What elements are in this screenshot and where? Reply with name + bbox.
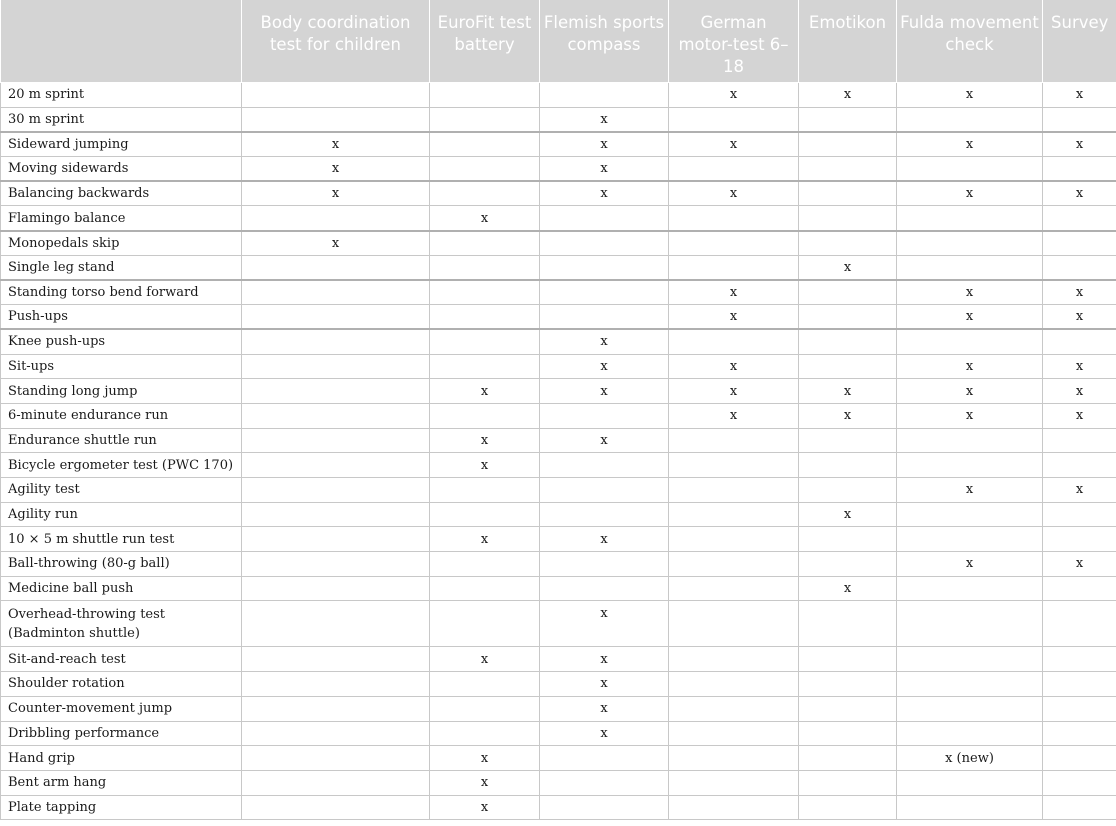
mark-cell — [430, 354, 540, 379]
mark-cell: x — [669, 83, 799, 108]
header-cell-blank — [1, 0, 242, 83]
mark-cell — [430, 672, 540, 697]
mark-cell: x — [1043, 552, 1116, 577]
mark-cell — [799, 354, 897, 379]
table-row — [1, 672, 1116, 697]
mark-cell — [540, 770, 669, 795]
mark-cell — [1043, 770, 1116, 795]
mark-cell: x — [1043, 305, 1116, 330]
mark-cell — [1043, 696, 1116, 721]
row-label: Push-ups — [1, 305, 242, 330]
mark-cell — [540, 255, 669, 280]
mark-cell — [242, 552, 430, 577]
mark-cell: x — [1043, 83, 1116, 108]
mark-cell — [897, 601, 1043, 647]
mark-cell — [1043, 721, 1116, 746]
mark-cell — [242, 576, 430, 601]
mark-cell: x — [669, 280, 799, 305]
row-label: Medicine ball push — [1, 576, 242, 601]
mark-cell — [540, 552, 669, 577]
mark-cell: x — [540, 157, 669, 182]
mark-cell — [669, 527, 799, 552]
mark-cell: x — [799, 403, 897, 428]
mark-cell — [799, 107, 897, 132]
mark-cell — [242, 428, 430, 453]
mark-cell — [897, 527, 1043, 552]
mark-cell: x — [897, 478, 1043, 503]
mark-cell: x — [1043, 354, 1116, 379]
header-cell-survey: Survey — [1043, 0, 1116, 83]
table-row — [1, 403, 1116, 428]
mark-cell: x — [540, 672, 669, 697]
mark-cell — [430, 329, 540, 354]
mark-cell — [799, 527, 897, 552]
mark-cell — [540, 453, 669, 478]
mark-cell: x — [242, 132, 430, 157]
table-row — [1, 379, 1116, 404]
row-label: Overhead-throwing test (Badminton shuttle) — [1, 601, 242, 647]
table-row — [1, 453, 1116, 478]
mark-cell — [799, 305, 897, 330]
mark-cell: x — [540, 647, 669, 672]
header-cell-body-coordination: Body coordination test for children — [242, 0, 430, 83]
mark-cell — [897, 721, 1043, 746]
mark-cell: x — [430, 770, 540, 795]
mark-cell: x — [897, 354, 1043, 379]
mark-cell: x — [897, 280, 1043, 305]
mark-cell — [1043, 453, 1116, 478]
table-row — [1, 770, 1116, 795]
mark-cell: x — [540, 107, 669, 132]
mark-cell: x — [540, 527, 669, 552]
row-label: Bicycle ergometer test (PWC 170) — [1, 453, 242, 478]
mark-cell — [242, 255, 430, 280]
mark-cell: x — [1043, 478, 1116, 503]
table-row — [1, 206, 1116, 231]
mark-cell — [430, 231, 540, 256]
header-cell-fulda: Fulda movement check — [897, 0, 1043, 83]
table-row — [1, 354, 1116, 379]
mark-cell — [430, 403, 540, 428]
mark-cell — [430, 83, 540, 108]
row-label: Plate tapping — [1, 795, 242, 820]
mark-cell: x — [242, 231, 430, 256]
mark-cell — [242, 453, 430, 478]
mark-cell: x — [540, 721, 669, 746]
mark-cell — [430, 280, 540, 305]
row-label: Sit-ups — [1, 354, 242, 379]
mark-cell — [430, 255, 540, 280]
mark-cell — [897, 795, 1043, 820]
mark-cell — [669, 552, 799, 577]
row-label: Knee push-ups — [1, 329, 242, 354]
mark-cell — [897, 502, 1043, 527]
mark-cell — [897, 696, 1043, 721]
table-row — [1, 795, 1116, 820]
mark-cell — [242, 601, 430, 647]
mark-cell: x — [799, 255, 897, 280]
mark-cell — [430, 502, 540, 527]
mark-cell — [430, 132, 540, 157]
mark-cell — [669, 206, 799, 231]
row-label: 20 m sprint — [1, 83, 242, 108]
mark-cell — [540, 206, 669, 231]
mark-cell — [799, 696, 897, 721]
mark-cell — [897, 647, 1043, 672]
mark-cell — [540, 576, 669, 601]
mark-cell — [897, 672, 1043, 697]
mark-cell: x — [669, 354, 799, 379]
header-row — [1, 0, 1116, 83]
table-row — [1, 107, 1116, 132]
mark-cell — [799, 478, 897, 503]
mark-cell: x — [430, 379, 540, 404]
table-row — [1, 696, 1116, 721]
row-label: Hand grip — [1, 746, 242, 771]
mark-cell — [669, 746, 799, 771]
row-label: Standing long jump — [1, 379, 242, 404]
mark-cell — [897, 231, 1043, 256]
table-row — [1, 601, 1116, 647]
mark-cell — [1043, 255, 1116, 280]
row-label: Ball-throwing (80-g ball) — [1, 552, 242, 577]
mark-cell — [1043, 601, 1116, 647]
row-label: 6-minute endurance run — [1, 403, 242, 428]
mark-cell — [669, 478, 799, 503]
mark-cell: x — [799, 502, 897, 527]
mark-cell: x — [540, 354, 669, 379]
mark-cell — [540, 83, 669, 108]
mark-cell — [430, 181, 540, 206]
mark-cell — [799, 601, 897, 647]
mark-cell — [669, 157, 799, 182]
mark-cell — [242, 403, 430, 428]
mark-cell: x — [669, 305, 799, 330]
mark-cell — [1043, 107, 1116, 132]
mark-cell — [242, 354, 430, 379]
mark-cell — [669, 107, 799, 132]
mark-cell — [242, 527, 430, 552]
table-row — [1, 746, 1116, 771]
table-row — [1, 428, 1116, 453]
mark-cell — [897, 329, 1043, 354]
mark-cell: x — [669, 181, 799, 206]
table-row — [1, 231, 1116, 256]
table-row — [1, 647, 1116, 672]
mark-cell — [242, 329, 430, 354]
mark-cell — [897, 576, 1043, 601]
mark-cell — [430, 157, 540, 182]
row-label: Agility run — [1, 502, 242, 527]
mark-cell: x — [669, 379, 799, 404]
table-row — [1, 502, 1116, 527]
table-row — [1, 255, 1116, 280]
mark-cell — [242, 305, 430, 330]
mark-cell — [799, 157, 897, 182]
mark-cell — [669, 453, 799, 478]
mark-cell — [430, 107, 540, 132]
table-row — [1, 721, 1116, 746]
mark-cell — [1043, 502, 1116, 527]
mark-cell: x — [799, 576, 897, 601]
mark-cell: x — [669, 403, 799, 428]
mark-cell — [540, 280, 669, 305]
mark-cell: x — [540, 132, 669, 157]
mark-cell — [669, 231, 799, 256]
header-cell-flemish: Flemish sports compass — [540, 0, 669, 83]
mark-cell: x — [1043, 181, 1116, 206]
mark-cell — [540, 795, 669, 820]
mark-cell — [540, 478, 669, 503]
mark-cell: x — [1043, 280, 1116, 305]
mark-cell: x — [540, 379, 669, 404]
mark-cell — [799, 795, 897, 820]
mark-cell: x — [799, 83, 897, 108]
mark-cell: x — [669, 132, 799, 157]
mark-cell — [430, 305, 540, 330]
mark-cell — [799, 428, 897, 453]
mark-cell — [1043, 647, 1116, 672]
mark-cell: x — [540, 696, 669, 721]
mark-cell — [669, 576, 799, 601]
mark-cell — [242, 770, 430, 795]
mark-cell: x — [897, 83, 1043, 108]
mark-cell — [669, 696, 799, 721]
table-row — [1, 329, 1116, 354]
mark-cell — [799, 552, 897, 577]
table-row — [1, 181, 1116, 206]
mark-cell: x — [242, 181, 430, 206]
row-label: Standing torso bend forward — [1, 280, 242, 305]
mark-cell — [897, 770, 1043, 795]
mark-cell — [242, 206, 430, 231]
mark-cell: x — [897, 132, 1043, 157]
mark-cell — [1043, 527, 1116, 552]
mark-cell — [669, 255, 799, 280]
mark-cell — [540, 746, 669, 771]
mark-cell — [242, 696, 430, 721]
mark-cell: x — [430, 527, 540, 552]
mark-cell: x — [430, 453, 540, 478]
mark-cell: x — [540, 428, 669, 453]
mark-cell — [897, 428, 1043, 453]
mark-cell — [799, 721, 897, 746]
mark-cell — [799, 770, 897, 795]
table-row — [1, 157, 1116, 182]
mark-cell — [799, 672, 897, 697]
table-row — [1, 280, 1116, 305]
mark-cell: x — [242, 157, 430, 182]
mark-cell: x — [430, 647, 540, 672]
mark-cell: x — [897, 305, 1043, 330]
mark-cell — [1043, 231, 1116, 256]
mark-cell — [430, 601, 540, 647]
row-label: Sit-and-reach test — [1, 647, 242, 672]
mark-cell — [242, 379, 430, 404]
mark-cell — [669, 647, 799, 672]
mark-cell — [430, 478, 540, 503]
mark-cell — [799, 231, 897, 256]
mark-cell: x — [897, 403, 1043, 428]
mark-cell — [669, 502, 799, 527]
table-row — [1, 552, 1116, 577]
mark-cell — [242, 478, 430, 503]
mark-cell: x — [799, 379, 897, 404]
mark-cell: x — [1043, 132, 1116, 157]
row-label: Moving sidewards — [1, 157, 242, 182]
mark-cell — [540, 403, 669, 428]
row-label: Shoulder rotation — [1, 672, 242, 697]
mark-cell: x — [430, 428, 540, 453]
table-row — [1, 132, 1116, 157]
mark-cell — [897, 107, 1043, 132]
mark-cell: x — [540, 329, 669, 354]
mark-cell — [430, 696, 540, 721]
mark-cell — [1043, 428, 1116, 453]
row-label: Monopedals skip — [1, 231, 242, 256]
mark-cell — [799, 132, 897, 157]
mark-cell: x — [430, 206, 540, 231]
mark-cell — [1043, 157, 1116, 182]
table-body — [1, 83, 1116, 820]
mark-cell — [669, 721, 799, 746]
mark-cell: x — [1043, 379, 1116, 404]
mark-cell — [897, 157, 1043, 182]
mark-cell: x — [540, 181, 669, 206]
row-label: Endurance shuttle run — [1, 428, 242, 453]
header-cell-eurofit: EuroFit test battery — [430, 0, 540, 83]
row-label: Counter-movement jump — [1, 696, 242, 721]
row-label: Bent arm hang — [1, 770, 242, 795]
mark-cell — [540, 231, 669, 256]
mark-cell: x — [897, 181, 1043, 206]
mark-cell — [669, 795, 799, 820]
table-row — [1, 83, 1116, 108]
row-label: Single leg stand — [1, 255, 242, 280]
mark-cell — [669, 428, 799, 453]
mark-cell — [242, 107, 430, 132]
mark-cell — [799, 746, 897, 771]
mark-cell — [669, 601, 799, 647]
table-row — [1, 305, 1116, 330]
mark-cell — [1043, 206, 1116, 231]
mark-cell — [242, 502, 430, 527]
mark-cell — [242, 647, 430, 672]
mark-cell — [430, 576, 540, 601]
mark-cell — [799, 280, 897, 305]
mark-cell — [799, 181, 897, 206]
table-row — [1, 576, 1116, 601]
mark-cell — [799, 206, 897, 231]
mark-cell — [242, 746, 430, 771]
header-cell-german-motor-test: German motor-test 6–18 — [669, 0, 799, 83]
mark-cell — [1043, 795, 1116, 820]
mark-cell — [242, 83, 430, 108]
mark-cell: x (new) — [897, 746, 1043, 771]
mark-cell — [430, 721, 540, 746]
row-label: Dribbling performance — [1, 721, 242, 746]
mark-cell — [540, 502, 669, 527]
mark-cell: x — [430, 746, 540, 771]
mark-cell — [799, 453, 897, 478]
row-label: Sideward jumping — [1, 132, 242, 157]
mark-cell: x — [540, 601, 669, 647]
mark-cell — [430, 552, 540, 577]
mark-cell — [669, 672, 799, 697]
table-row — [1, 527, 1116, 552]
mark-cell: x — [1043, 403, 1116, 428]
row-label: 10 × 5 m shuttle run test — [1, 527, 242, 552]
mark-cell — [1043, 576, 1116, 601]
row-label: Agility test — [1, 478, 242, 503]
mark-cell — [897, 255, 1043, 280]
row-label: Balancing backwards — [1, 181, 242, 206]
mark-cell — [669, 770, 799, 795]
mark-cell — [897, 206, 1043, 231]
header-cell-emotikon: Emotikon — [799, 0, 897, 83]
row-label: 30 m sprint — [1, 107, 242, 132]
mark-cell: x — [430, 795, 540, 820]
row-label: Flamingo balance — [1, 206, 242, 231]
table-row — [1, 478, 1116, 503]
mark-cell — [242, 672, 430, 697]
mark-cell — [799, 329, 897, 354]
mark-cell — [1043, 746, 1116, 771]
mark-cell — [242, 721, 430, 746]
mark-cell — [242, 795, 430, 820]
mark-cell: x — [897, 552, 1043, 577]
mark-cell — [1043, 672, 1116, 697]
mark-cell — [540, 305, 669, 330]
mark-cell — [897, 453, 1043, 478]
mark-cell — [242, 280, 430, 305]
mark-cell — [1043, 329, 1116, 354]
mark-cell — [799, 647, 897, 672]
mark-cell: x — [897, 379, 1043, 404]
mark-cell — [669, 329, 799, 354]
